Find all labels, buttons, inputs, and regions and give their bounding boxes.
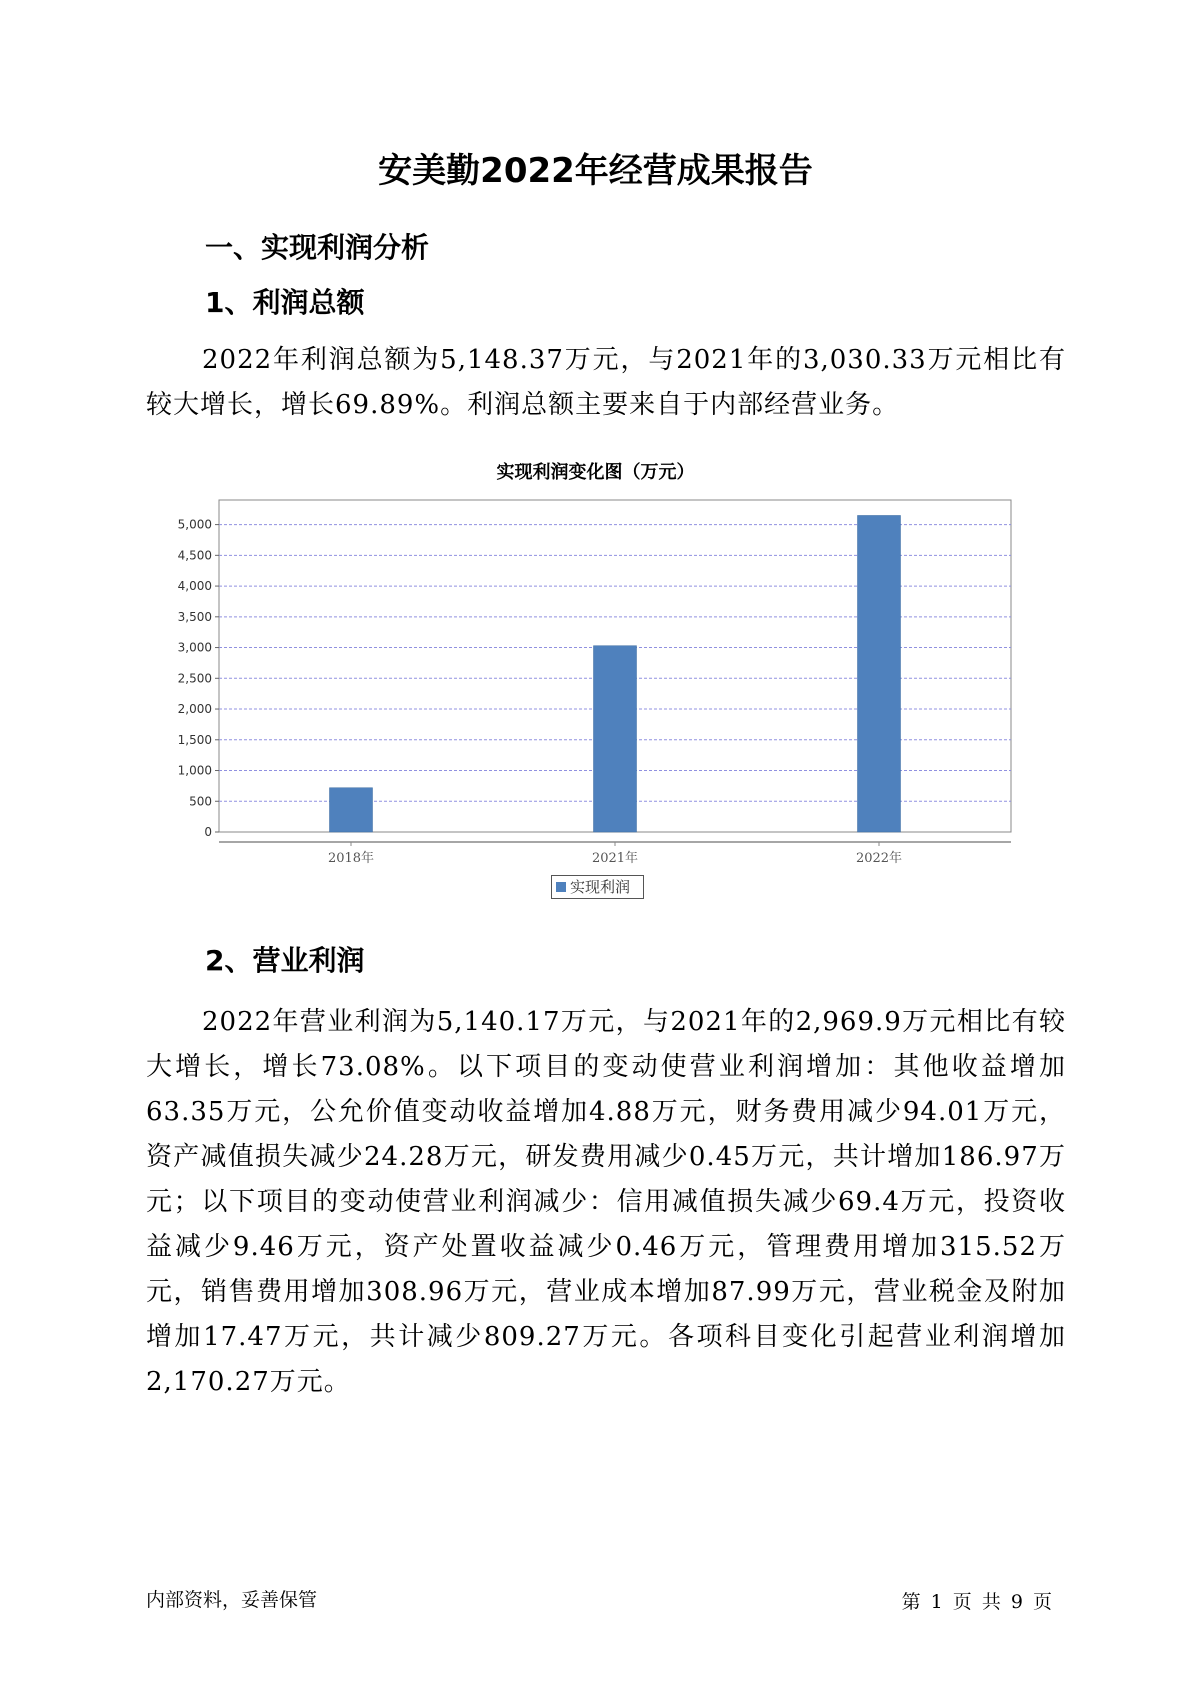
bar <box>858 515 901 832</box>
chart-legend <box>551 875 644 899</box>
bar <box>330 788 373 832</box>
bar <box>594 646 637 832</box>
y-tick-label: 1,500 <box>177 732 212 747</box>
subsection-heading-total-profit: 1、利润总额 <box>205 286 365 319</box>
paragraph-operating-profit: 2022年营业利润为5,140.17万元，与2021年的2,969.9万元相比有较大增长，增长73.08%。以下项目的变动使营业利润增加：其他收益增加63.35万元，公允价值变动收益增加4.88万元，财务费用减少94.01万元，资产减值损失减少24.28万元，研发费用减少0.45万元，共计增加186.97万元；以下项目的变动使营业利润减少：信用减值损失减少69.4万元，投资收益减少9.46万元，资产处置收益减少0.46万元，管理费用增加315.52万元，销售费用增加308.96万元，营业成本增加87.99万元，营业税金及附加增加17.47万元，共计减少809.27万元。各项科目变化引起营业利润增加2,170.27万元。 <box>146 1007 1066 1397</box>
legend-label: 实现利润 <box>570 878 631 896</box>
profit-bar-chart <box>0 480 1191 880</box>
footer-page-number: 第 1 页 共 9 页 <box>901 1591 1052 1613</box>
chart-title: 实现利润变化图（万元） <box>496 462 695 483</box>
y-tick-label: 0 <box>204 825 212 839</box>
footer-confidential-note: 内部资料，妥善保管 <box>146 1589 318 1611</box>
y-tick-label: 2,500 <box>177 671 212 686</box>
y-tick-label: 3,500 <box>177 609 212 624</box>
y-tick-label: 5,000 <box>177 517 212 532</box>
x-tick-label: 2021年 <box>591 851 639 866</box>
paragraph-total-profit: 2022年利润总额为5,148.37万元，与2021年的3,030.33万元相比有较大增长，增长69.89%。利润总额主要来自于内部经营业务。 <box>146 345 1066 420</box>
y-tick-label: 4,000 <box>177 579 212 594</box>
subsection-heading-operating-profit: 2、营业利润 <box>205 944 365 977</box>
legend-swatch <box>556 882 566 892</box>
x-tick-label: 2018年 <box>327 851 375 866</box>
x-tick-label: 2022年 <box>855 851 903 866</box>
section-heading-profit-analysis: 一、实现利润分析 <box>205 231 430 264</box>
y-tick-label: 2,000 <box>177 702 212 717</box>
y-tick-label: 4,500 <box>177 548 212 563</box>
y-tick-label: 500 <box>189 794 212 809</box>
y-tick-label: 3,000 <box>177 640 212 655</box>
y-tick-label: 1,000 <box>177 763 212 778</box>
document-title: 安美勤2022年经营成果报告 <box>378 151 813 191</box>
